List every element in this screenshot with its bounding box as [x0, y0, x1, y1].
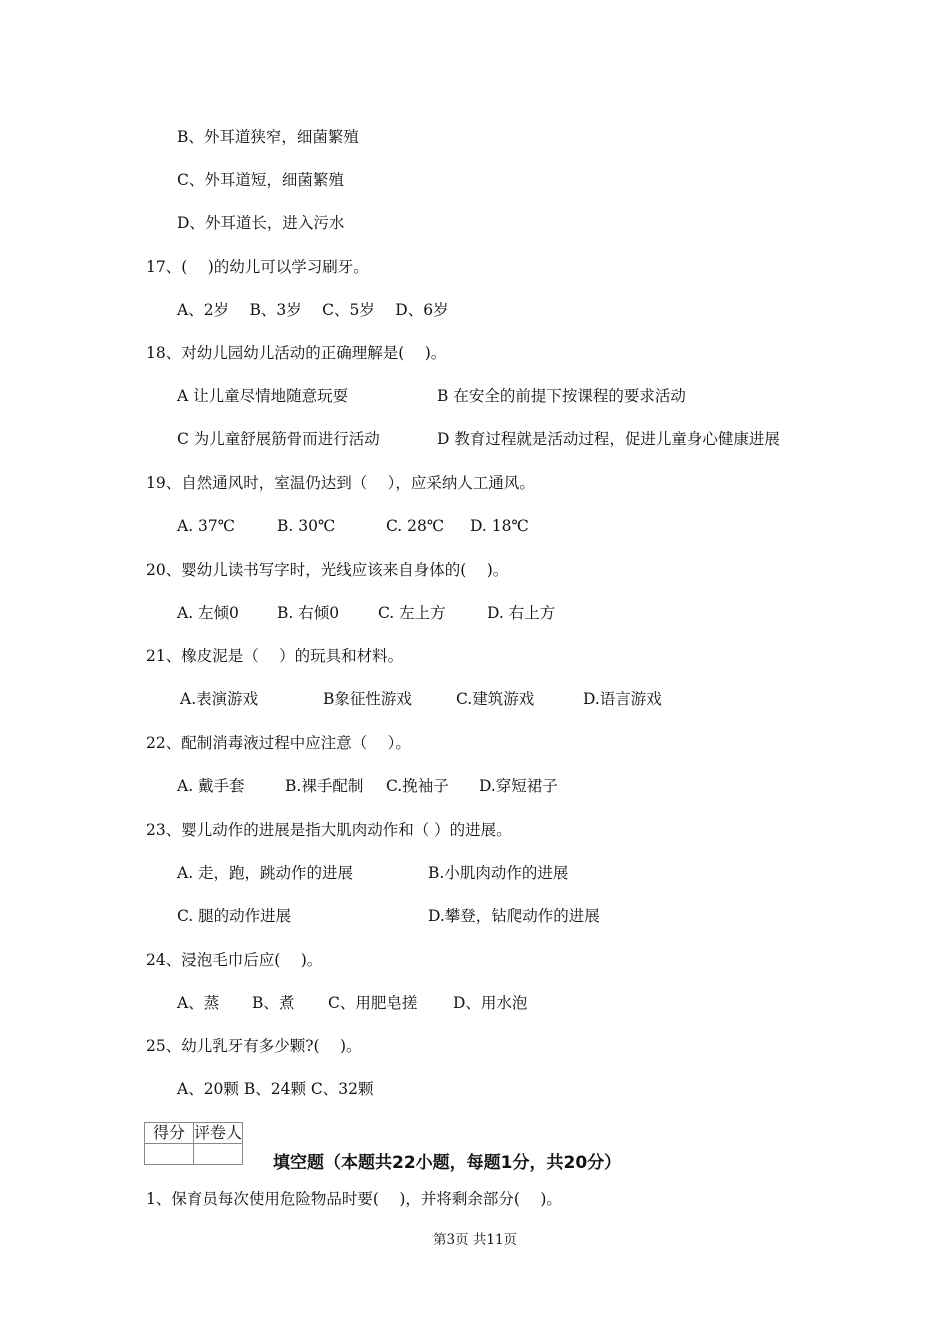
q20-option-a: A. 左倾0 — [177, 604, 239, 622]
q24-option-c: C、用肥皂搓 — [328, 994, 418, 1012]
q21-option-c: C.建筑游戏 — [456, 690, 535, 708]
score-cell[interactable] — [145, 1144, 194, 1165]
q24-option-b: B、煮 — [252, 994, 295, 1012]
q24-stem: 24、浸泡毛巾后应( )。 — [146, 951, 323, 969]
q19-option-c: C. 28℃ — [386, 517, 445, 535]
q22-option-b: B.裸手配制 — [285, 777, 364, 795]
q20-option-d: D. 右上方 — [487, 604, 556, 622]
page-footer: 第3页 共11页 — [432, 1232, 518, 1248]
q16-option-d: D、外耳道长，进入污水 — [177, 214, 345, 232]
q20-option-c: C. 左上方 — [378, 604, 446, 622]
q24-option-d: D、用水泡 — [453, 994, 528, 1012]
q19-option-a: A. 37℃ — [177, 517, 236, 535]
q25-options: A、20颗 B、24颗 C、32颗 — [177, 1080, 374, 1098]
q23-option-a: A. 走，跑，跳动作的进展 — [177, 864, 354, 882]
q23-option-c: C. 腿的动作进展 — [177, 907, 292, 925]
grader-label: 评卷人 — [194, 1123, 243, 1142]
q17-options: A、2岁 B、3岁 C、5岁 D、6岁 — [177, 301, 449, 319]
q17-stem: 17、( )的幼儿可以学习刷牙。 — [146, 258, 369, 276]
fill1-stem: 1、保育员每次使用危险物品时要( )，并将剩余部分( )。 — [146, 1190, 562, 1208]
q23-option-d: D.攀登，钻爬动作的进展 — [428, 907, 600, 925]
score-table — [144, 1122, 243, 1165]
q19-stem: 19、自然通风时，室温仍达到（ ），应采纳人工通风。 — [146, 474, 535, 492]
q16-option-b: B、外耳道狭窄，细菌繁殖 — [177, 128, 359, 146]
q18-stem: 18、对幼儿园幼儿活动的正确理解是( )。 — [146, 344, 447, 362]
q24-option-a: A、蒸 — [177, 994, 220, 1012]
q18-option-b: B 在安全的前提下按课程的要求活动 — [437, 387, 686, 405]
q25-stem: 25、幼儿乳牙有多少颗?( )。 — [146, 1037, 362, 1055]
q16-option-c: C、外耳道短，细菌繁殖 — [177, 171, 344, 189]
q23-option-b: B.小肌肉动作的进展 — [428, 864, 569, 882]
q21-option-a: A.表演游戏 — [180, 690, 259, 708]
q21-stem: 21、橡皮泥是（ ）的玩具和材料。 — [146, 647, 404, 665]
q22-option-a: A. 戴手套 — [177, 777, 245, 795]
grader-cell[interactable] — [194, 1144, 243, 1165]
q21-option-b: B象征性游戏 — [323, 690, 412, 708]
q19-option-d: D. 18℃ — [470, 517, 529, 535]
q22-option-c: C.挽袖子 — [386, 777, 449, 795]
q22-option-d: D.穿短裙子 — [479, 777, 558, 795]
q22-stem: 22、配制消毒液过程中应注意（ ）。 — [146, 734, 411, 752]
q18-option-c: C 为儿童舒展筋骨而进行活动 — [177, 430, 380, 448]
q18-option-d: D 教育过程就是活动过程，促进儿童身心健康进展 — [437, 430, 780, 448]
q20-stem: 20、婴幼儿读书写字时，光线应该来自身体的( )。 — [146, 561, 509, 579]
q19-option-b: B. 30℃ — [277, 517, 336, 535]
q23-stem: 23、婴儿动作的进展是指大肌肉动作和（ ）的进展。 — [146, 821, 512, 839]
q21-option-d: D.语言游戏 — [583, 690, 662, 708]
section-title: 填空题（本题共22小题，每题1分，共20分） — [273, 1153, 622, 1173]
q20-option-b: B. 右倾0 — [277, 604, 340, 622]
score-label: 得分 — [145, 1123, 194, 1144]
q18-option-a: A 让儿童尽情地随意玩耍 — [177, 387, 349, 405]
